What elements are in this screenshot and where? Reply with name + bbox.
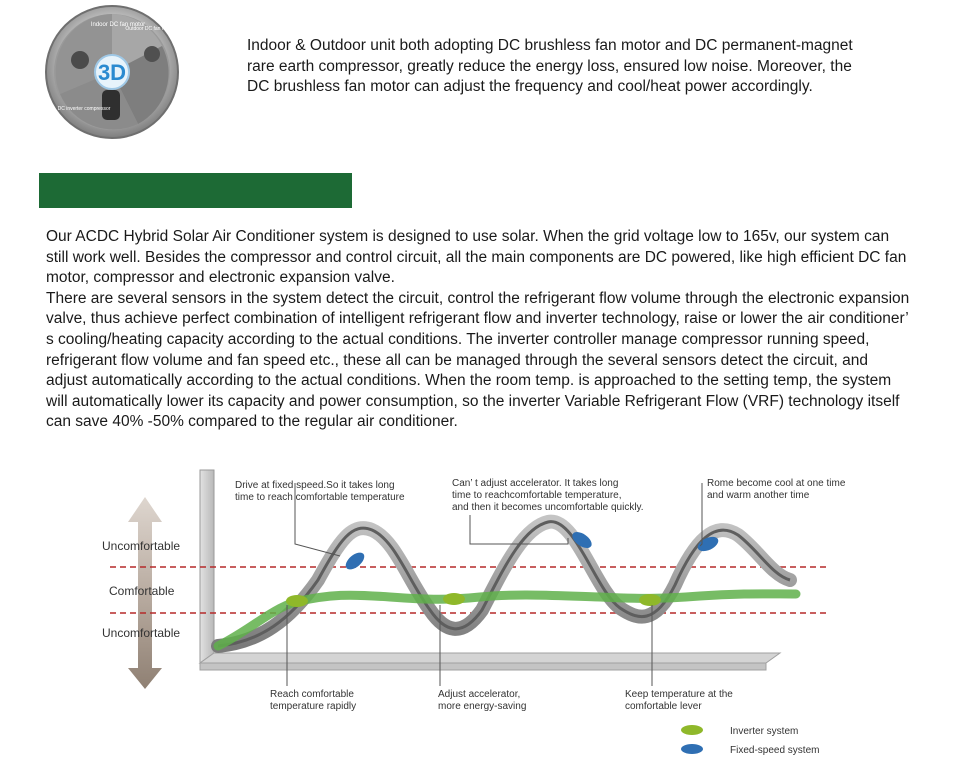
inverter-comparison-diagram bbox=[90, 460, 850, 756]
description-paragraph-1: Our ACDC Hybrid Solar Air Conditioner system is designed to use solar. When the grid voltage low to 165v, our system can still work well. Besides the compressor and control circuit, all the main components are DC powered, like high efficient DC fan motor, compressor and electronic expansion valve. bbox=[46, 228, 907, 287]
compressor-icon bbox=[102, 90, 120, 120]
fan-motor-icon bbox=[71, 51, 89, 69]
label-uncomfortable-top: Uncomfortable bbox=[102, 539, 181, 553]
callout-top-2-line2: time to reachcomfortable temperature, bbox=[452, 490, 622, 501]
svg-text:Reach comfortable temperat bbox=[270, 689, 357, 712]
callout-bottom-1-line1: Reach comfortable bbox=[270, 689, 354, 700]
logo-segment-indoor: Indoor DC fan motor bbox=[90, 22, 146, 28]
callout-top-3-line2: and warm another time bbox=[707, 490, 810, 501]
intro-paragraph: Indoor & Outdoor unit both adopting DC brushless fan motor and DC permanent-magnet rare earth compressor, greatly reduce the energy loss, ensured low noise. Moreover, the DC brushless fan motor can adjust the frequency and cool/heat power accordingly. bbox=[247, 37, 853, 95]
inverter-car-3 bbox=[639, 594, 661, 606]
legend-inverter-label: Inverter system bbox=[730, 726, 799, 737]
svg-text:Adjust accelerator, more e bbox=[438, 689, 526, 712]
svg-text:Keep temperature at the co bbox=[625, 689, 736, 712]
section-header-bar bbox=[39, 173, 352, 208]
fixed-speed-car-icon bbox=[681, 744, 703, 754]
callout-bottom-1-line2: temperature rapidly bbox=[270, 701, 357, 712]
svg-text:Can’ t adjust accelerator. It bbox=[452, 478, 644, 513]
callout-bottom-2-line1: Adjust accelerator, bbox=[438, 689, 521, 700]
outdoor-motor-icon bbox=[144, 46, 160, 62]
description-paragraph-2: There are several sensors in the system detect the circuit, control the refrigerant flow volume through the electronic expansion valve, thus achieve perfect combination of intelligent refrigerant flow and inverter technology, raise or lower the air conditioner’ s cooling/heating capacity according to the actual conditions. The inverter controller manage compressor running speed, refrigerant flow volume and fan speed etc., these all can be managed through the several sensors detect the circuit, and adjust automatically according to the actual conditions. When the room temp. is approached to the setting temp, the system will automatically lower its capacity and power consumption, so the inverter Variable Refrigerant Flow (VRF) technology itself can save 40% -50% compared to the regular air conditioner. bbox=[46, 289, 910, 431]
callout-top-1-line1: Drive at fixed speed.So it takes long bbox=[235, 480, 395, 491]
svg-text:Drive at fixed speed.So it tak bbox=[235, 480, 405, 503]
fixed-speed-car-1 bbox=[343, 549, 368, 572]
inverter-car-icon bbox=[681, 725, 703, 735]
callout-bottom-2-line2: more energy-saving bbox=[438, 701, 527, 712]
label-comfortable: Comfortable bbox=[109, 584, 175, 598]
3d-motor-logo bbox=[42, 2, 182, 142]
callout-top-1-line2: time to reach comfortable temperature bbox=[235, 492, 405, 503]
label-uncomfortable-bottom: Uncomfortable bbox=[102, 626, 181, 640]
logo-center-label: 3D bbox=[97, 60, 127, 85]
description-text bbox=[46, 227, 912, 433]
callout-top-3-line1: Rome become cool at one time bbox=[707, 478, 846, 489]
callout-top-2-line3: and then it becomes uncomfortable quickly. bbox=[452, 502, 644, 513]
inverter-car-2 bbox=[443, 593, 465, 605]
callout-bottom-3-line1: Keep temperature at the bbox=[625, 689, 733, 700]
legend-fixed-label: Fixed-speed system bbox=[730, 745, 820, 756]
inverter-car-1 bbox=[286, 595, 308, 607]
callout-top-2-line1: Can’ t adjust accelerator. It takes long bbox=[452, 478, 619, 489]
legend bbox=[681, 725, 819, 756]
logo-segment-compressor: DC inverter compressor bbox=[57, 106, 111, 112]
callout-bottom-3-line2: comfortable lever bbox=[625, 701, 702, 712]
logo-segment-outdoor: Outdoor DC fan motor bbox=[125, 26, 175, 32]
svg-text:Rome become cool at one time bbox=[707, 478, 848, 501]
